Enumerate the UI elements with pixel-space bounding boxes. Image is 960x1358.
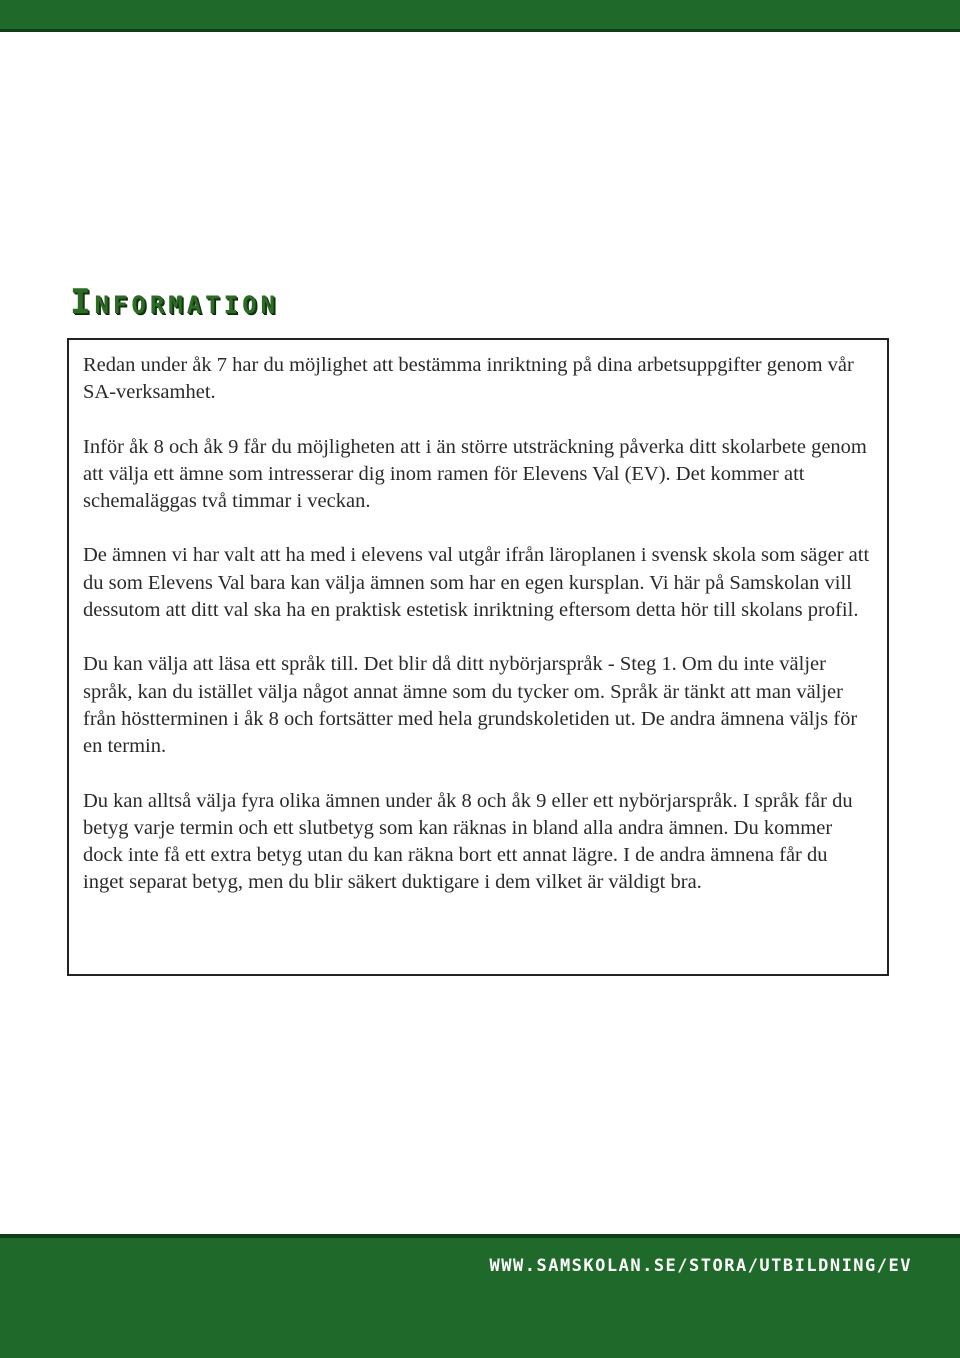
info-paragraph-5: Du kan alltså välja fyra olika ämnen under åk 8 och åk 9 eller ett nybörjarspråk. I språk får du betyg varje termin och ett slutbetyg som kan räknas in bland alla andra ämnen. Du kommer dock inte få ett extra betyg utan du kan räkna bort ett annat lägre. I de andra ämnena får du inget separat betyg, men du blir säkert duktigare i dem vilket är väldigt bra. bbox=[83, 789, 853, 894]
info-paragraph-4: Du kan välja att läsa ett språk till. Det blir då ditt nybörjarspråk - Steg 1. Om du inte väljer språk, kan du istället välja något annat ämne som du tycker om. Språk är tänkt att man väljer från höstterminen i åk 8 och fortsätter med hela grundskoletiden ut. De andra ämnena väljs för en termin. bbox=[83, 653, 858, 758]
page-title: Information bbox=[70, 282, 279, 322]
footer-band bbox=[0, 1234, 960, 1358]
info-paragraph-2: Inför åk 8 och åk 9 får du möjligheten att i än större utsträckning påverka ditt skolarbete genom att välja ett ämne som intresserar dig inom ramen för Elevens Val (EV). Det kommer att schemaläggas två timmar i veckan. bbox=[83, 435, 867, 513]
info-paragraph-1: Redan under åk 7 har du möjlighet att bestämma inriktning på dina arbetsuppgifter genom vår SA-verksamhet. bbox=[83, 354, 854, 404]
info-box bbox=[67, 338, 889, 976]
info-paragraph-3: De ämnen vi har valt att ha med i elevens val utgår ifrån läroplanen i svensk skola som säger att du som Elevens Val bara kan välja ämnen som har en egen kursplan. Vi här på Samskolan vill dessutom att ditt val ska ha en praktisk estetisk inriktning eftersom detta hör till skolans profil. bbox=[83, 544, 870, 622]
footer-url-link[interactable]: WWW.SAMSKOLAN.SE/STORA/UTBILDNING/EV bbox=[489, 1256, 912, 1276]
top-band bbox=[0, 0, 960, 32]
